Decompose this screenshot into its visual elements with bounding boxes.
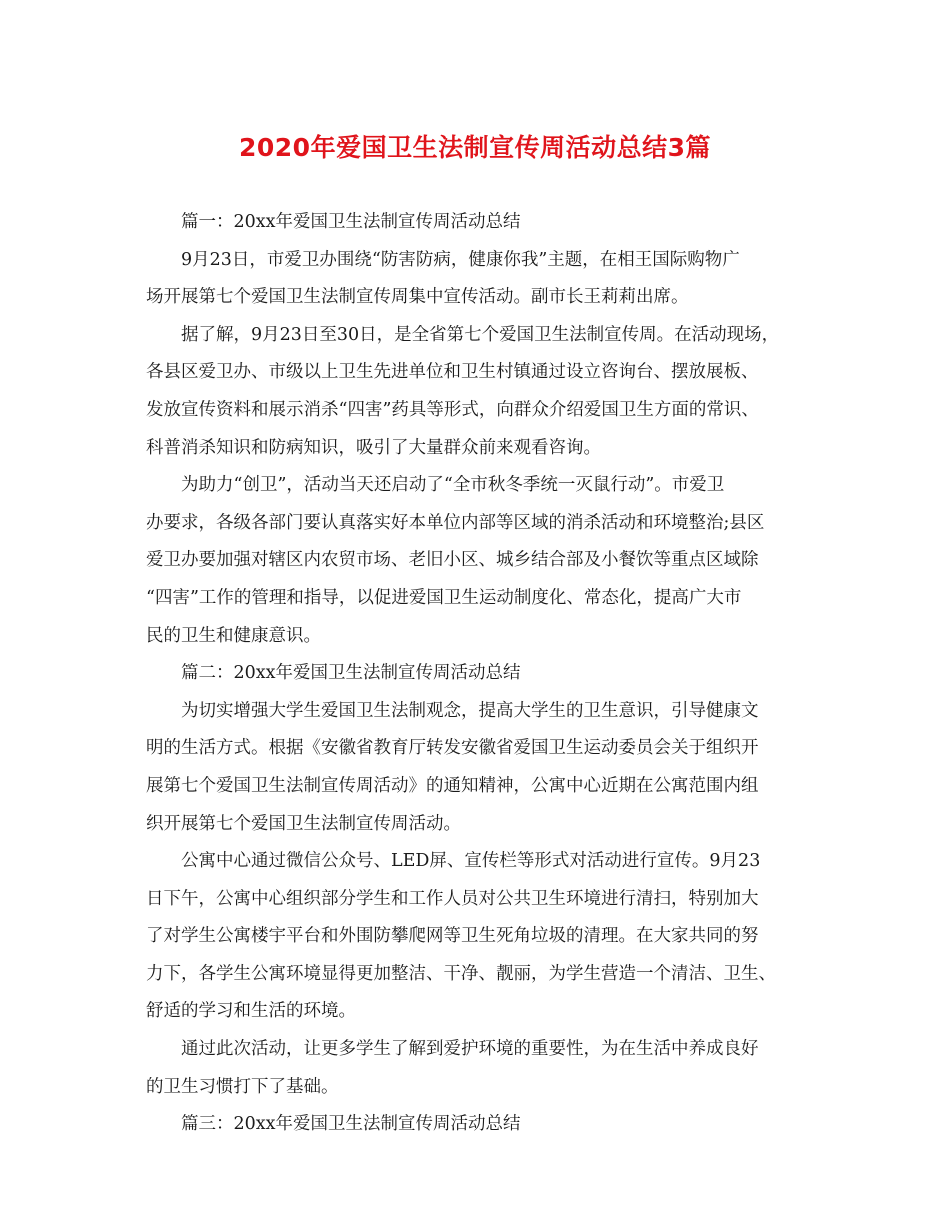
- paragraph: 为助力“创卫”，活动当天还启动了“全市秋冬季统一灭鼠行动”。市爱卫 办要求，各级各部门要认真落实好本单位内部等区域的消杀活动和环境整治;县区 爱卫办要加强对辖区内农贸市场、老旧小区、城乡结合部及小餐饮等重点区域除 “四害”工作的管理和指导，以促进爱国卫生运动制度化、常态化，提高广大市 民的卫生和健康意识。: [146, 475, 765, 646]
- paragraph: 9月23日，市爱卫办围绕“防害防病，健康你我”主题，在相王国际购物广 场开展第七个爱国卫生法制宣传周集中宣传活动。副市长王莉莉出席。: [146, 249, 740, 308]
- paragraph: 通过此次活动，让更多学生了解到爱护环境的重要性，为在生活中养成良好 的卫生习惯打下了基础。: [146, 1039, 759, 1097]
- section-heading-3: 篇三：20xx年爱国卫生法制宣传周活动总结: [181, 1114, 521, 1135]
- section-heading-2: 篇二：20xx年爱国卫生法制宣传周活动总结: [181, 663, 521, 684]
- document-body: [146, 204, 816, 1144]
- document-title: 2020年爱国卫生法制宣传周活动总结3篇: [239, 133, 711, 162]
- section-heading-1: 篇一：20xx年爱国卫生法制宣传周活动总结: [181, 212, 521, 232]
- paragraph: 为切实增强大学生爱国卫生法制观念，提高大学生的卫生意识，引导健康文 明的生活方式。根据《安徽省教育厅转发安徽省爱国卫生运动委员会关于组织开 展第七个爱国卫生法制宣传周活动》的通知精神，公寓中心近期在公寓范围内组 织开展第七个爱国卫生法制宣传周活动。: [146, 700, 759, 834]
- paragraph: 公寓中心通过微信公众号、LED屏、宣传栏等形式对活动进行宣传。9月23 日下午，公寓中心组织部分学生和工作人员对公共卫生环境进行清扫，特别加大 了对学生公寓楼宇平台和外围防攀爬网等卫生死角垃圾的清理。在大家共同的努 力下，各学生公寓环境显得更加整洁、干净、靓丽，为学生营造一个清洁、卫生、 舒适的学习和生活的环境。: [146, 851, 776, 1022]
- paragraph: 据了解，9月23日至30日，是全省第七个爱国卫生法制宣传周。在活动现场， 各县区爱卫办、市级以上卫生先进单位和卫生村镇通过设立咨询台、摆放展板、 发放宣传资料和展示消杀“四害”药具等形式，向群众介绍爱国卫生方面的常识、 科普消杀知识和防病知识，吸引了大量群众前来观看咨询。: [146, 324, 780, 458]
